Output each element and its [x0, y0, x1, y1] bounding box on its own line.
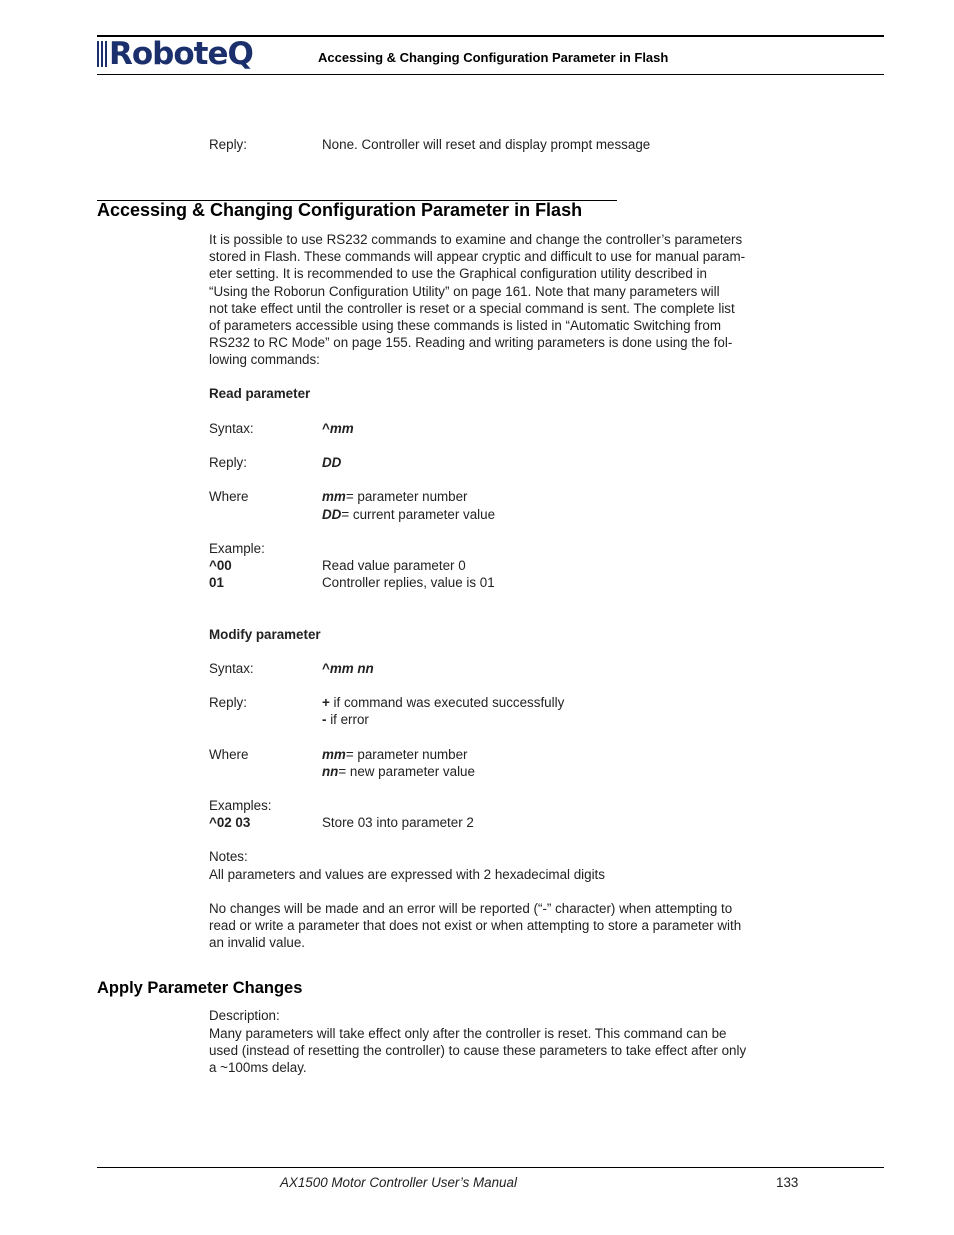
description-line: Many parameters will take effect only after the controller is reset. This command can be — [209, 1026, 727, 1041]
apply-parameter-changes-heading: Apply Parameter Changes — [97, 979, 303, 997]
read-example-label: Example: — [209, 541, 265, 556]
read-where-line-1 — [322, 488, 468, 505]
intro-line: eter setting. It is recommended to use the Graphical configuration utility described in — [209, 266, 707, 282]
caret-symbol: ^ — [322, 421, 330, 436]
where-term: DD — [322, 507, 342, 522]
description-line: used (instead of resetting the controller) to cause these parameters to take effect after only — [209, 1043, 747, 1059]
note-1: All parameters and values are expressed with 2 hexadecimal digits — [209, 867, 605, 882]
running-header-title: Accessing & Changing Configuration Parameter in Flash — [318, 50, 669, 65]
modify-reply-line-2 — [322, 711, 369, 728]
read-example-1-desc: Read value parameter 0 — [322, 558, 466, 573]
syntax-arg: mm nn — [329, 661, 374, 676]
logo-text: RoboteQ — [109, 35, 253, 72]
read-parameter-heading: Read parameter — [209, 386, 311, 401]
intro-line: RS232 to RC Mode” on page 155. Reading and writing parameters is done using the fol- — [209, 335, 733, 351]
intro-paragraph — [209, 231, 774, 369]
modify-parameter-heading: Modify parameter — [209, 627, 321, 642]
modify-syntax-label: Syntax: — [209, 661, 254, 676]
modify-example-1-desc: Store 03 into parameter 2 — [322, 815, 474, 830]
modify-reply-label: Reply: — [209, 695, 247, 710]
read-where-line-2 — [322, 506, 495, 523]
page-number: 133 — [776, 1175, 799, 1190]
where-term: nn — [322, 764, 339, 779]
section-heading: Accessing & Changing Configuration Parameter in Flash — [97, 200, 583, 220]
header-bottom-rule — [97, 74, 884, 75]
read-example-2-desc: Controller replies, value is 01 — [322, 575, 495, 590]
note-line: No changes will be made and an error will be reported (“-” character) when attempting to — [209, 901, 733, 916]
note-line: an invalid value. — [209, 935, 306, 951]
read-syntax-label: Syntax: — [209, 421, 254, 436]
notes-label: Notes: — [209, 849, 248, 864]
read-example-2-cmd: 01 — [209, 575, 224, 590]
intro-line: of parameters accessible using these commands is listed in “Automatic Switching from — [209, 318, 722, 334]
modify-where-line-2 — [322, 763, 475, 780]
top-reply-value: None. Controller will reset and display prompt message — [322, 137, 651, 152]
note-line: read or write a parameter that does not exist or when attempting to store a parameter with — [209, 918, 742, 934]
footer-manual-title: AX1500 Motor Controller User’s Manual — [280, 1175, 517, 1190]
read-reply-value: DD — [322, 455, 342, 470]
read-where-label: Where — [209, 489, 249, 504]
logo-bars-icon — [97, 41, 107, 67]
read-example-1-cmd: ^00 — [209, 558, 232, 573]
modify-where-line-1 — [322, 746, 468, 763]
modify-where-label: Where — [209, 747, 249, 762]
where-desc: = parameter number — [345, 747, 468, 762]
top-reply-label: Reply: — [209, 137, 247, 152]
intro-line: stored in Flash. These commands will appear cryptic and difficult to use for manual param- — [209, 249, 746, 265]
footer-rule — [97, 1167, 884, 1168]
description-label: Description: — [209, 1008, 280, 1023]
description-line: a ~100ms delay. — [209, 1060, 307, 1076]
modify-reply-line-1 — [322, 694, 564, 711]
description-paragraph — [209, 1025, 774, 1077]
note-2-paragraph — [209, 900, 774, 952]
caret-symbol: ^ — [322, 661, 330, 676]
where-desc: = parameter number — [345, 489, 468, 504]
read-syntax-value — [322, 420, 354, 437]
intro-line: not take effect until the controller is reset or a special command is sent. The complete list — [209, 300, 735, 316]
reply-desc: if error — [326, 712, 369, 727]
modify-examples-label: Examples: — [209, 798, 272, 813]
reply-symbol: + — [322, 695, 330, 710]
modify-example-1-cmd: ^02 03 — [209, 815, 251, 830]
intro-line: “Using the Roborun Configuration Utility” on page 161. Note that many parameters will — [209, 283, 720, 299]
modify-syntax-value — [322, 660, 374, 677]
read-reply-label: Reply: — [209, 455, 247, 470]
where-term: mm — [322, 747, 346, 762]
reply-symbol: - — [322, 712, 327, 727]
where-desc: = current parameter value — [341, 507, 496, 522]
where-desc: = new parameter value — [338, 764, 475, 779]
reply-desc: if command was executed successfully — [329, 695, 565, 710]
where-term: mm — [322, 489, 346, 504]
roboteq-logo — [97, 36, 272, 72]
syntax-arg: mm — [329, 421, 354, 436]
intro-line: lowing commands: — [209, 352, 320, 368]
intro-line: It is possible to use RS232 commands to examine and change the controller’s parameters — [209, 232, 743, 247]
